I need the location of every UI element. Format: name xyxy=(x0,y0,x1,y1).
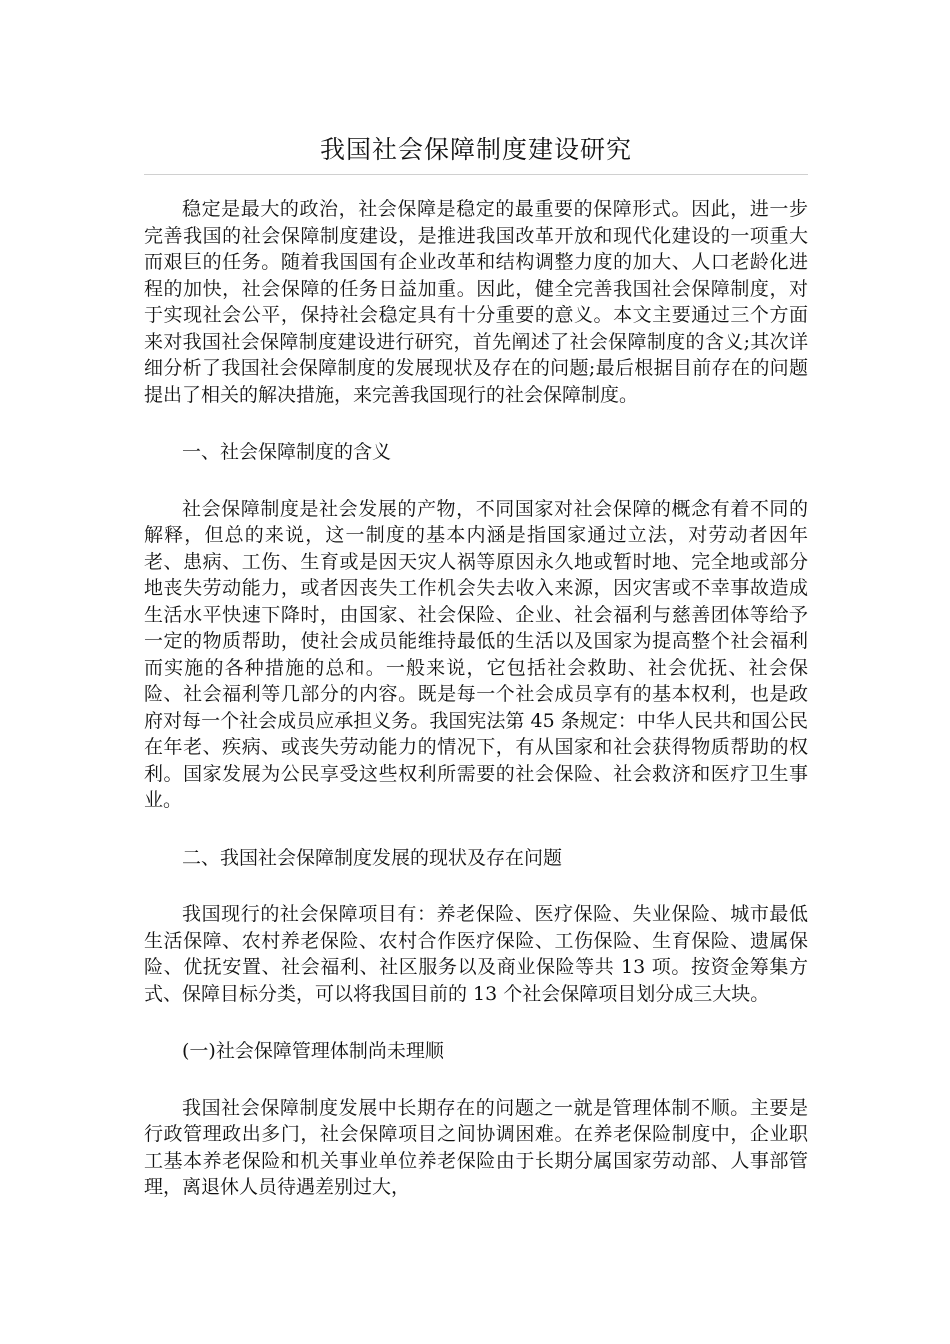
definition-paragraph: 社会保障制度是社会发展的产物，不同国家对社会保障的概念有着不同的解释，但总的来说，这一制度的基本内涵是指国家通过立法，对劳动者因年老、患病、工伤、生育或是因天灾人祸等原因永久地或暂时地、完全地或部分地丧失劳动能力，或者因丧失工作机会失去收入来源，因灾害或不幸事故造成生活水平快速下降时，由国家、社会保险、企业、社会福利与慈善团体等给予一定的物质帮助，使社会成员能维持最低的生活以及国家为提高整个社会福利而实施的各种措施的总和。一般来说，它包括社会救助、社会优抚、社会保险、社会福利等几部分的内容。既是每一个社会成员享有的基本权利，也是政府对每一个社会成员应承担义务。我国宪法第 45 条规定：中华人民共和国公民在年老、疾病、或丧失劳动能力的情况下，有从国家和社会获得物质帮助的权利。国家发展为公民享受这些权利所需要的社会保险、社会救济和医疗卫生事业。 xyxy=(144,497,808,811)
management-paragraph: 我国社会保障制度发展中长期存在的问题之一就是管理体制不顺。主要是行政管理政出多门，社会保障项目之间协调困难。在养老保险制度中，企业职工基本养老保险和机关事业单位养老保险由于长期分属国家劳动部、人事部管理，离退休人员待遇差别过大， xyxy=(144,1096,808,1198)
subsection-heading-1: (一)社会保障管理体制尚未理顺 xyxy=(182,1040,444,1062)
title-divider xyxy=(144,174,808,175)
section-heading-1: 一、社会保障制度的含义 xyxy=(182,441,392,463)
document-body xyxy=(144,196,808,1232)
items-paragraph: 我国现行的社会保障项目有：养老保险、医疗保险、失业保险、城市最低生活保障、农村养老保险、农村合作医疗保险、工伤保险、生育保险、遗属保险、优抚安置、社会福利、社区服务以及商业保险等共 13 项。按资金筹集方式、保障目标分类，可以将我国目前的 13 个社会保障项目划分成三大块。 xyxy=(144,903,808,1005)
intro-paragraph: 稳定是最大的政治，社会保障是稳定的最重要的保障形式。因此，进一步完善我国的社会保障制度建设，是推进我国改革开放和现代化建设的一项重大而艰巨的任务。随着我国国有企业改革和结构调整力度的加大、人口老龄化进程的加快，社会保障的任务日益加重。因此，健全完善我国社会保障制度，对于实现社会公平，保持社会稳定具有十分重要的意义。本文主要通过三个方面来对我国社会保障制度建设进行研究，首先阐述了社会保障制度的含义;其次详细分析了我国社会保障制度的发展现状及存在的问题;最后根据目前存在的问题提出了相关的解决措施，来完善我国现行的社会保障制度。 xyxy=(144,198,808,406)
section-heading-2: 二、我国社会保障制度发展的现状及存在问题 xyxy=(182,846,563,869)
document-title: 我国社会保障制度建设研究 xyxy=(319,135,632,164)
